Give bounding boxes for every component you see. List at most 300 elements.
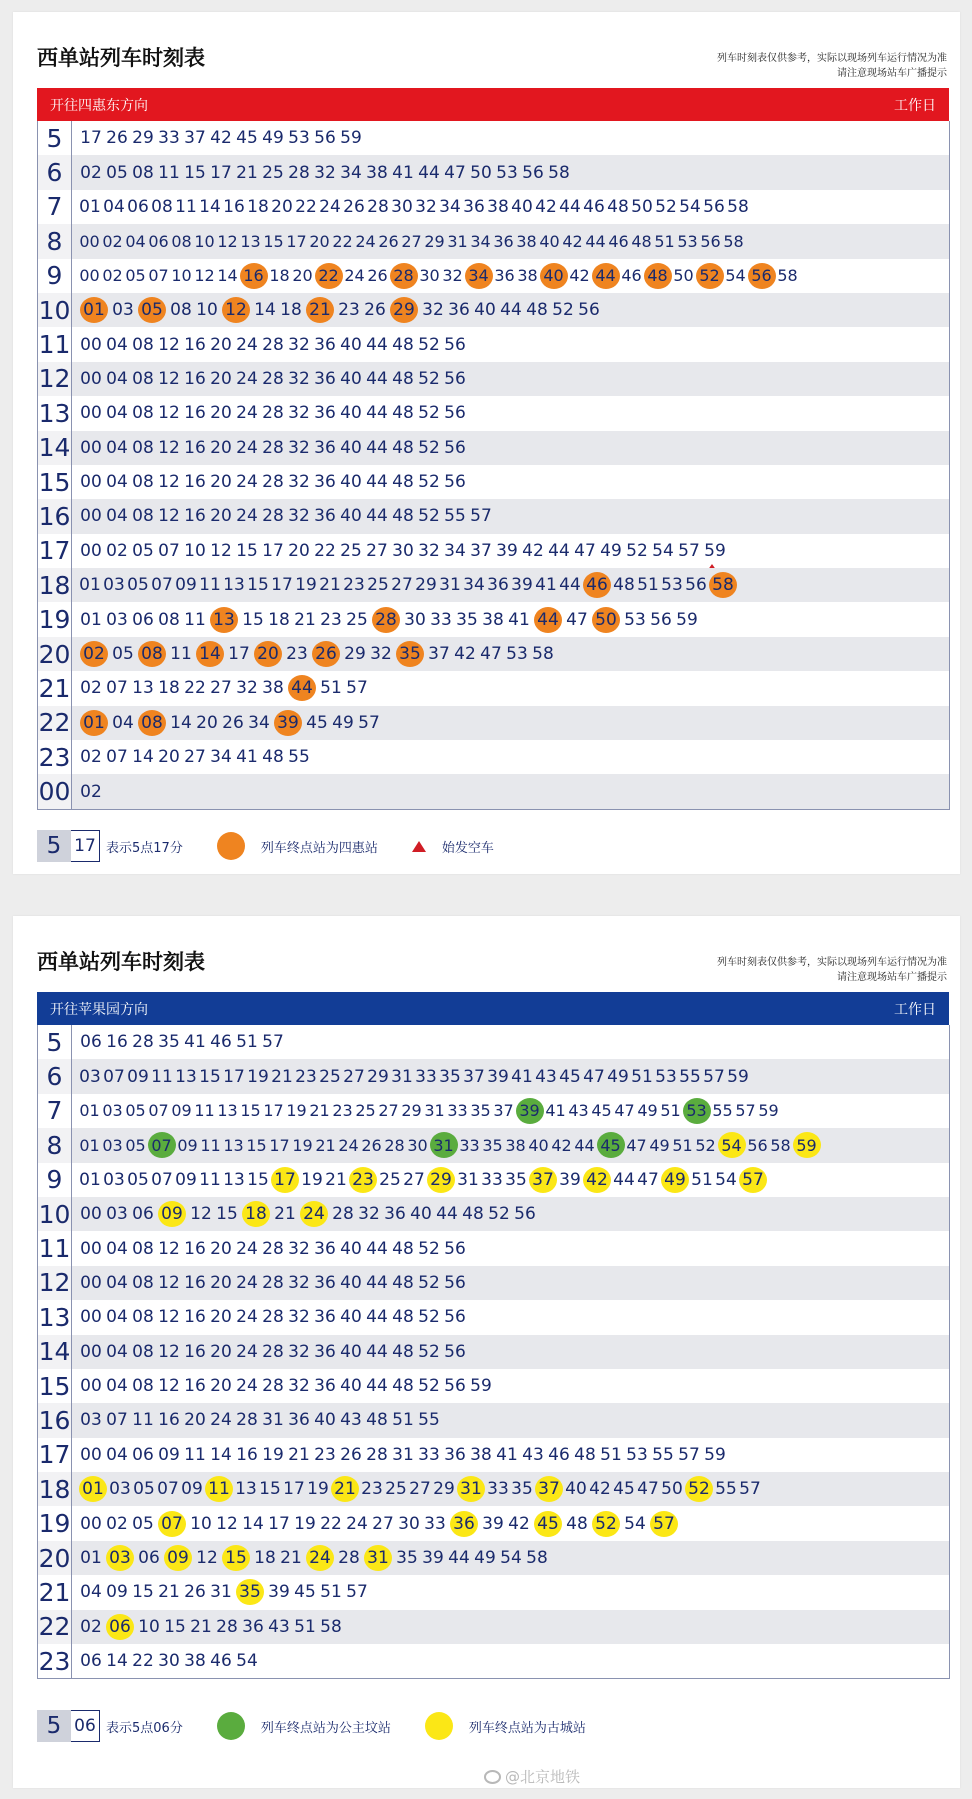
minute: 16 xyxy=(184,1307,206,1328)
minute: 12 xyxy=(158,334,180,355)
minute: 20 xyxy=(309,231,330,251)
minute: 20 xyxy=(210,1307,232,1328)
minute: 56 xyxy=(747,1135,768,1155)
minute: 36 xyxy=(487,575,509,596)
minute: 52 xyxy=(418,1238,440,1259)
minute: 46 xyxy=(608,231,629,251)
minute: 17 xyxy=(223,1066,245,1087)
minute-list xyxy=(78,1266,945,1300)
minute: 06 xyxy=(127,196,149,217)
minute: 03 xyxy=(103,1169,125,1190)
minute: 05 xyxy=(133,1479,155,1500)
minute: 38 xyxy=(517,266,538,286)
minute: 48 xyxy=(366,1410,388,1431)
minute: 07 xyxy=(151,1169,173,1190)
minute-green: 53 xyxy=(683,1098,711,1124)
minute: 30 xyxy=(392,540,414,561)
minute: 38 xyxy=(482,609,504,630)
minute-list xyxy=(78,1025,945,1059)
minute: 17 xyxy=(271,575,293,596)
minute: 06 xyxy=(80,1651,102,1672)
hour-cell: 15 xyxy=(37,465,72,499)
minute: 16 xyxy=(184,1272,206,1293)
minute-yellow: 36 xyxy=(450,1511,478,1537)
minute: 04 xyxy=(106,368,128,389)
hour-cell: 13 xyxy=(37,1300,72,1334)
minute: 46 xyxy=(548,1444,570,1465)
minute: 04 xyxy=(106,1272,128,1293)
minute: 04 xyxy=(106,1444,128,1465)
minute: 15 xyxy=(184,162,206,183)
legend-green-text: 列车终点站为公主坟站 xyxy=(260,1720,391,1736)
minute-list xyxy=(78,259,945,293)
minute-list xyxy=(78,534,945,568)
minute: 32 xyxy=(370,644,392,665)
minute-orange: 01 xyxy=(80,710,108,736)
minute: 48 xyxy=(392,472,414,493)
minute-list xyxy=(78,1231,945,1265)
minute: 44 xyxy=(559,196,581,217)
page-title: 西单站列车时刻表 xyxy=(37,950,205,974)
minute: 51 xyxy=(660,1101,681,1121)
minute: 37 xyxy=(428,644,450,665)
minute: 48 xyxy=(574,1444,596,1465)
minute: 19 xyxy=(294,1513,316,1534)
minute: 09 xyxy=(106,1582,128,1603)
orange-circle-icon xyxy=(217,832,245,860)
hour-cell: 22 xyxy=(37,1610,72,1644)
minute: 16 xyxy=(184,368,206,389)
minute-list xyxy=(78,602,945,636)
minute: 28 xyxy=(262,368,284,389)
minute: 44 xyxy=(613,1169,635,1190)
minute-yellow: 06 xyxy=(106,1614,134,1640)
timetable-row xyxy=(37,190,949,224)
minute: 07 xyxy=(106,1410,128,1431)
minute: 56 xyxy=(444,1272,466,1293)
minute: 51 xyxy=(691,1169,713,1190)
minute: 03 xyxy=(102,1101,123,1121)
minute: 10 xyxy=(138,1616,160,1637)
timetable-panel-sihuidong xyxy=(13,12,960,874)
minute: 35 xyxy=(511,1479,533,1500)
minute-orange: 44 xyxy=(288,675,316,701)
minute: 57 xyxy=(262,1032,284,1053)
minute: 58 xyxy=(770,1135,791,1155)
minute-list xyxy=(78,1163,945,1197)
minute-list xyxy=(78,1472,945,1506)
minute: 42 xyxy=(522,540,544,561)
minute: 29 xyxy=(424,231,445,251)
legend-example-text: 表示5点17分 xyxy=(106,840,183,856)
minute: 24 xyxy=(236,1376,258,1397)
minute: 21 xyxy=(315,1135,336,1155)
minute: 05 xyxy=(132,540,154,561)
hour-cell: 14 xyxy=(37,431,72,465)
minute: 50 xyxy=(631,196,653,217)
minute: 49 xyxy=(637,1101,658,1121)
minute: 07 xyxy=(151,575,173,596)
minute: 11 xyxy=(199,575,221,596)
minute: 13 xyxy=(223,1135,244,1155)
minute: 00 xyxy=(79,266,100,286)
minute: 05 xyxy=(127,1169,149,1190)
minute: 29 xyxy=(401,1101,422,1121)
minute: 47 xyxy=(566,609,588,630)
minute: 57 xyxy=(346,678,368,699)
minute-list xyxy=(78,1128,945,1162)
hour-cell: 19 xyxy=(37,1506,72,1540)
minute: 21 xyxy=(274,1204,296,1225)
minute: 04 xyxy=(125,231,146,251)
minute: 47 xyxy=(444,162,466,183)
minute: 42 xyxy=(569,266,590,286)
hour-cell: 21 xyxy=(37,671,72,705)
legend-minute-box: 17 xyxy=(71,830,100,862)
minute: 15 xyxy=(246,1135,267,1155)
minute-yellow: 24 xyxy=(306,1545,334,1571)
minute: 43 xyxy=(268,1616,290,1637)
minute: 56 xyxy=(444,334,466,355)
minute: 19 xyxy=(286,1101,307,1121)
minute-list xyxy=(78,1541,945,1575)
minute: 25 xyxy=(367,575,389,596)
minute: 36 xyxy=(494,266,515,286)
minute: 23 xyxy=(314,1444,336,1465)
hour-cell: 8 xyxy=(37,224,72,258)
minute: 54 xyxy=(624,1513,646,1534)
minute: 00 xyxy=(80,506,102,527)
minute: 28 xyxy=(262,506,284,527)
minute-yellow: 07 xyxy=(158,1511,186,1537)
minute: 14 xyxy=(132,747,154,768)
minute: 04 xyxy=(112,712,134,733)
minute: 03 xyxy=(79,1066,101,1087)
minute: 46 xyxy=(621,266,642,286)
red-triangle-icon xyxy=(412,841,426,852)
minute: 20 xyxy=(210,403,232,424)
minute: 28 xyxy=(367,196,389,217)
minute: 04 xyxy=(106,403,128,424)
minute-orange: 29 xyxy=(390,297,418,323)
minute: 42 xyxy=(508,1513,530,1534)
minute: 54 xyxy=(715,1169,737,1190)
minute-orange: 14 xyxy=(196,641,224,667)
minute: 46 xyxy=(583,196,605,217)
minute: 56 xyxy=(444,472,466,493)
page-title: 西单站列车时刻表 xyxy=(37,46,205,70)
minute: 25 xyxy=(319,1066,341,1087)
timetable-row xyxy=(37,431,949,465)
minute: 34 xyxy=(470,231,491,251)
minute: 39 xyxy=(511,575,533,596)
minute: 16 xyxy=(223,196,245,217)
minute: 42 xyxy=(562,231,583,251)
minute-yellow: 24 xyxy=(300,1201,328,1227)
minute: 14 xyxy=(106,1651,128,1672)
minute: 06 xyxy=(148,231,169,251)
minute: 33 xyxy=(487,1479,509,1500)
minute: 16 xyxy=(106,1032,128,1053)
minute: 36 xyxy=(444,1444,466,1465)
minute: 52 xyxy=(488,1204,510,1225)
minute: 58 xyxy=(532,644,554,665)
minute: 40 xyxy=(565,1479,587,1500)
minute: 16 xyxy=(184,506,206,527)
minute: 18 xyxy=(254,1548,276,1569)
hour-cell: 17 xyxy=(37,1438,72,1472)
minute: 23 xyxy=(332,1101,353,1121)
minute: 14 xyxy=(199,196,221,217)
minute: 40 xyxy=(340,1238,362,1259)
minute: 43 xyxy=(340,1410,362,1431)
minute: 53 xyxy=(506,644,528,665)
minute-yellow: 18 xyxy=(242,1201,270,1227)
minute: 48 xyxy=(526,300,548,321)
minute: 01 xyxy=(79,575,101,596)
minute-green: 39 xyxy=(516,1098,544,1124)
hour-cell: 23 xyxy=(37,1644,72,1678)
minute: 38 xyxy=(262,678,284,699)
minute: 44 xyxy=(366,368,388,389)
minute: 22 xyxy=(184,678,206,699)
minute: 41 xyxy=(236,747,258,768)
minute: 07 xyxy=(148,266,169,286)
minute: 05 xyxy=(106,162,128,183)
minute: 09 xyxy=(175,1169,197,1190)
direction-label: 开往苹果园方向 xyxy=(50,1001,148,1018)
minute: 03 xyxy=(112,300,134,321)
minute: 24 xyxy=(210,1410,232,1431)
minute-list xyxy=(78,1197,945,1231)
minute: 34 xyxy=(439,196,461,217)
minute: 12 xyxy=(158,403,180,424)
minute: 05 xyxy=(125,1135,146,1155)
minute-orange: 28 xyxy=(390,263,418,289)
minute: 11 xyxy=(199,1169,221,1190)
minute: 05 xyxy=(112,644,134,665)
minute: 23 xyxy=(338,300,360,321)
hour-cell: 14 xyxy=(37,1335,72,1369)
minute: 28 xyxy=(262,472,284,493)
minute: 40 xyxy=(340,506,362,527)
minute: 35 xyxy=(470,1101,491,1121)
minute: 05 xyxy=(125,1101,146,1121)
minute: 28 xyxy=(332,1204,354,1225)
minute: 48 xyxy=(392,437,414,458)
minute: 20 xyxy=(210,1341,232,1362)
reference-note xyxy=(487,51,947,81)
minute: 53 xyxy=(626,1444,648,1465)
minute: 42 xyxy=(210,128,232,149)
minute-list xyxy=(78,431,945,465)
minute: 20 xyxy=(210,368,232,389)
weibo-icon xyxy=(484,1770,501,1784)
minute: 24 xyxy=(236,437,258,458)
minute: 17 xyxy=(262,540,284,561)
minute: 04 xyxy=(106,1376,128,1397)
minute: 16 xyxy=(236,1444,258,1465)
minute: 26 xyxy=(106,128,128,149)
minute-list xyxy=(78,1644,945,1678)
minute: 11 xyxy=(175,196,197,217)
minute: 03 xyxy=(109,1479,131,1500)
minute: 15 xyxy=(259,1479,281,1500)
minute: 28 xyxy=(132,1032,154,1053)
minute: 53 xyxy=(661,575,683,596)
minute-green: 31 xyxy=(430,1132,458,1158)
legend-orange-text: 列车终点站为四惠站 xyxy=(260,840,378,856)
minute: 40 xyxy=(340,1341,362,1362)
minute: 51 xyxy=(637,575,659,596)
minute: 05 xyxy=(132,1513,154,1534)
minute: 32 xyxy=(288,1341,310,1362)
minute: 26 xyxy=(367,266,388,286)
hour-cell: 10 xyxy=(37,1197,72,1231)
minute: 44 xyxy=(574,1135,595,1155)
minute: 48 xyxy=(631,231,652,251)
hour-cell: 16 xyxy=(37,1403,72,1437)
minute-yellow: 59 xyxy=(793,1132,821,1158)
minute: 33 xyxy=(430,609,452,630)
minute: 08 xyxy=(170,300,192,321)
minute: 49 xyxy=(649,1135,670,1155)
minute: 58 xyxy=(727,196,749,217)
minute: 50 xyxy=(470,162,492,183)
minute: 08 xyxy=(171,231,192,251)
timetable-row xyxy=(37,1300,949,1334)
minute: 39 xyxy=(487,1066,509,1087)
minute: 16 xyxy=(184,437,206,458)
minute: 12 xyxy=(158,1307,180,1328)
minute: 32 xyxy=(288,334,310,355)
minute: 45 xyxy=(591,1101,612,1121)
timetable-row xyxy=(37,602,949,636)
minute: 11 xyxy=(184,1444,206,1465)
minute: 00 xyxy=(80,1376,102,1397)
minute: 27 xyxy=(409,1479,431,1500)
minute: 32 xyxy=(236,678,258,699)
minute: 48 xyxy=(392,1376,414,1397)
minute: 11 xyxy=(170,644,192,665)
minute: 59 xyxy=(470,1376,492,1397)
minute: 26 xyxy=(364,300,386,321)
minute: 45 xyxy=(294,1582,316,1603)
minute: 58 xyxy=(723,231,744,251)
minute: 27 xyxy=(401,231,422,251)
minute: 32 xyxy=(415,196,437,217)
minute: 14 xyxy=(170,712,192,733)
minute: 32 xyxy=(418,540,440,561)
minute: 51 xyxy=(294,1616,316,1637)
hour-cell: 9 xyxy=(37,259,72,293)
minute: 32 xyxy=(422,300,444,321)
minute: 17 xyxy=(283,1479,305,1500)
minute: 35 xyxy=(396,1548,418,1569)
timetable-row xyxy=(37,121,949,155)
minute: 24 xyxy=(236,334,258,355)
minute: 03 xyxy=(103,575,125,596)
minute: 52 xyxy=(418,506,440,527)
minute: 33 xyxy=(415,1066,437,1087)
minute: 06 xyxy=(132,1444,154,1465)
minute: 20 xyxy=(196,712,218,733)
minute-orange: 02 xyxy=(80,641,108,667)
minute: 24 xyxy=(338,1135,359,1155)
minute: 07 xyxy=(106,678,128,699)
minute: 36 xyxy=(463,196,485,217)
minute: 44 xyxy=(500,300,522,321)
minute: 11 xyxy=(194,1101,215,1121)
minute: 40 xyxy=(528,1135,549,1155)
minute: 19 xyxy=(262,1444,284,1465)
minute: 25 xyxy=(379,1169,401,1190)
minute: 07 xyxy=(103,1066,125,1087)
minute: 28 xyxy=(366,1444,388,1465)
minute: 49 xyxy=(607,1066,629,1087)
minute: 47 xyxy=(614,1101,635,1121)
hour-cell: 12 xyxy=(37,362,72,396)
legend-example-text: 表示5点06分 xyxy=(106,1720,183,1736)
minute: 06 xyxy=(132,1204,154,1225)
minute-orange: 50 xyxy=(592,607,620,633)
timetable-row xyxy=(37,671,949,705)
hour-cell: 22 xyxy=(37,706,72,740)
minute: 15 xyxy=(242,609,264,630)
minute: 56 xyxy=(444,1341,466,1362)
minute: 40 xyxy=(511,196,533,217)
hour-cell: 18 xyxy=(37,1472,72,1506)
minute: 23 xyxy=(286,644,308,665)
hour-cell: 17 xyxy=(37,534,72,568)
minute: 28 xyxy=(338,1548,360,1569)
minute: 04 xyxy=(106,506,128,527)
minute: 59 xyxy=(676,609,698,630)
minute: 26 xyxy=(361,1135,382,1155)
hour-cell: 5 xyxy=(37,121,72,155)
minute-list xyxy=(78,1403,945,1437)
minute-orange: 08 xyxy=(138,641,166,667)
minute: 27 xyxy=(184,747,206,768)
minute: 34 xyxy=(210,747,232,768)
minute: 01 xyxy=(79,1101,100,1121)
timetable-row xyxy=(37,1025,949,1059)
minute: 08 xyxy=(132,368,154,389)
minute: 32 xyxy=(288,1238,310,1259)
legend xyxy=(37,828,528,864)
minute-orange: 13 xyxy=(210,607,238,633)
minute: 02 xyxy=(80,1616,102,1637)
minute-orange: 40 xyxy=(540,263,568,289)
minute-yellow: 03 xyxy=(106,1545,134,1571)
minute: 35 xyxy=(456,609,478,630)
minute: 28 xyxy=(262,1238,284,1259)
minute-orange: 20 xyxy=(254,641,282,667)
minute-orange: 05 xyxy=(138,297,166,323)
minute: 49 xyxy=(600,540,622,561)
minute: 01 xyxy=(80,1548,102,1569)
direction-bar xyxy=(37,992,949,1025)
minute: 10 xyxy=(194,231,215,251)
minute-list xyxy=(78,1300,945,1334)
minute: 21 xyxy=(271,1066,293,1087)
minute: 28 xyxy=(216,1616,238,1637)
hour-cell: 20 xyxy=(37,1541,72,1575)
minute: 10 xyxy=(171,266,192,286)
timetable-row xyxy=(37,706,949,740)
minute: 37 xyxy=(184,128,206,149)
minute: 59 xyxy=(758,1101,779,1121)
